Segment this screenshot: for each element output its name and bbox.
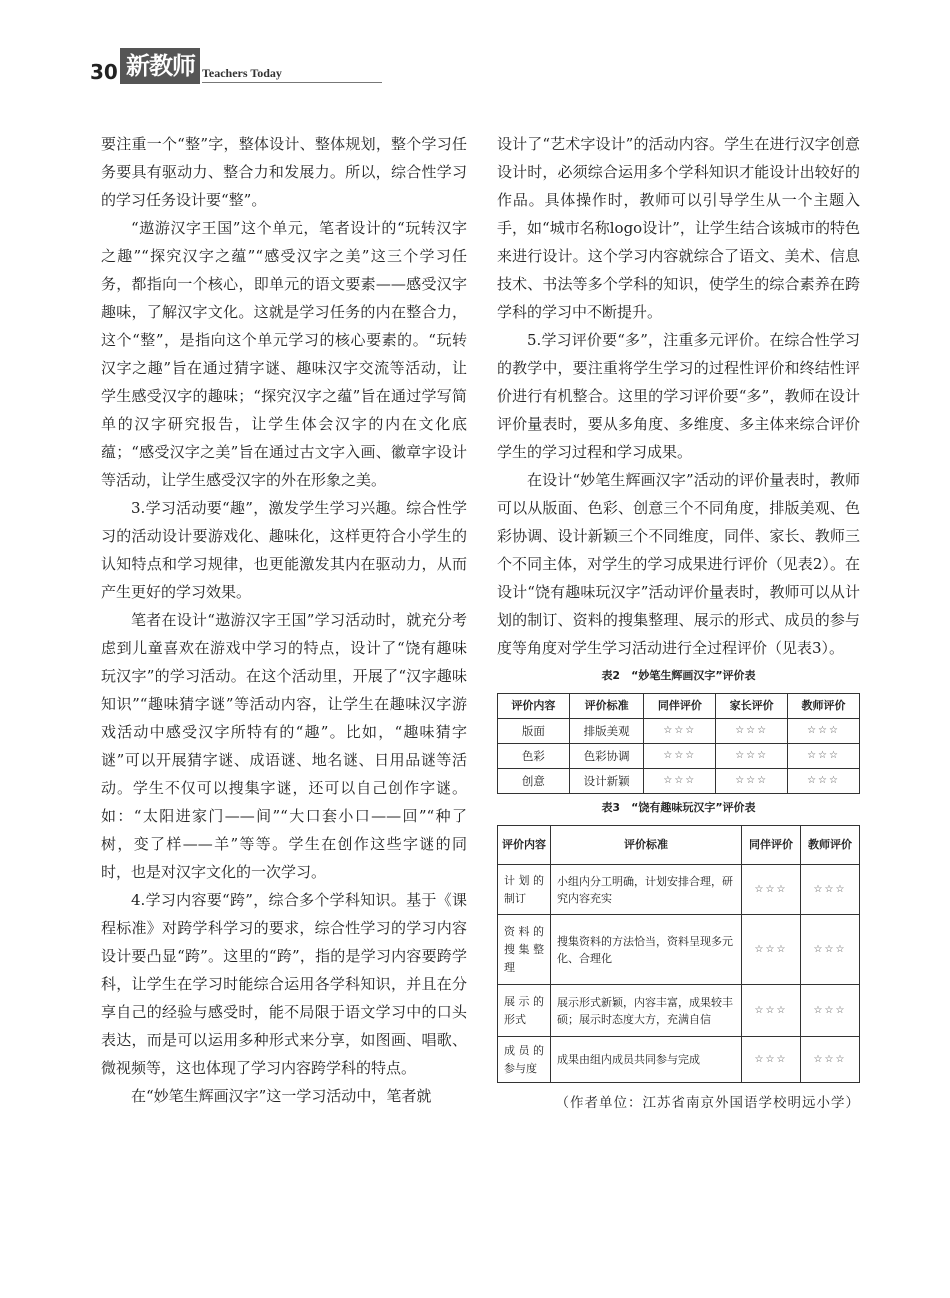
table-header-cell: 教师评价 xyxy=(788,694,860,719)
magazine-logo: 新教师 xyxy=(120,48,200,84)
header-rule xyxy=(202,82,382,83)
table-header-cell: 评价标准 xyxy=(569,694,644,719)
star-rating: ☆☆☆ xyxy=(801,1037,860,1083)
star-rating: ☆☆☆ xyxy=(788,744,860,769)
star-rating: ☆☆☆ xyxy=(644,769,716,794)
table-row xyxy=(498,915,860,985)
paragraph: 在设计“妙笔生辉画汉字”活动的评价量表时，教师可以从版面、色彩、创意三个不同角度，排版美观、色彩协调、设计新颖三个不同维度，同伴、家长、教师三个不同主体，对学生的学习成果进行评价（见表2）。在设计“饶有趣味玩汉字”活动评价量表时，教师可以从计划的制订、资料的搜集整理、展示的形式、成员的参与度等角度对学生学习活动进行全过程评价（见表3）。 xyxy=(497,471,860,657)
author-unit: （作者单位：江苏省南京外国语学校明远小学） xyxy=(555,1095,860,1111)
page-number: 30 xyxy=(90,60,118,84)
paragraph: “遨游汉字王国”这个单元，笔者设计的“玩转汉字之趣”“探究汉字之蕴”“感受汉字之美”这三个学习任务，都指向一个核心，即单元的语文要素——感受汉字趣味，了解汉字文化。这就是学习任务的内在整合力，这个“整”，是指向这个单元学习的核心要素的。“玩转汉字之趣”旨在通过猜字谜、趣味汉字交流等活动，让学生感受汉字的趣味；“探究汉字之蕴”旨在通过学写简单的汉字研究报告，让学生体会汉字的内在文化底蕴；“感受汉字之美”旨在通过古文字入画、徽章字设计等活动，让学生感受汉字的外在形象之美。 xyxy=(101,219,467,489)
page-header xyxy=(90,48,300,88)
table-cell: 展示形式新颖，内容丰富，成果较丰硕；展示时态度大方，充满自信 xyxy=(551,985,742,1037)
table-row xyxy=(498,769,860,794)
star-rating: ☆☆☆ xyxy=(716,769,788,794)
table-row xyxy=(498,865,860,915)
star-rating: ☆☆☆ xyxy=(801,865,860,915)
paragraph: 5.学习评价要“多”，注重多元评价。在综合性学习的教学中，要注重将学生学习的过程性评价和终结性评价进行有机整合。这里的学习评价要“多”，教师在设计评价量表时，要从多角度、多维度、多主体来综合评价学生的学习过程和学习成果。 xyxy=(497,331,860,461)
star-rating: ☆☆☆ xyxy=(742,915,801,985)
table-cell: 色彩协调 xyxy=(569,744,644,769)
table-row xyxy=(498,744,860,769)
table-header-cell: 同伴评价 xyxy=(644,694,716,719)
star-rating: ☆☆☆ xyxy=(716,719,788,744)
table-cell: 成果由组内成员共同参与完成 xyxy=(551,1037,742,1083)
paragraph: 笔者在设计“遨游汉字王国”学习活动时，就充分考虑到儿童喜欢在游戏中学习的特点，设计了“饶有趣味玩汉字”的学习活动。在这个活动里，开展了“汉字趣味知识”“趣味猜字谜”等活动内容，让学生在趣味汉字游戏活动中感受汉字所特有的“趣”。比如，“趣味猜字谜”可以开展猜字谜、成语谜、地名谜、日用品谜等活动。学生不仅可以搜集字谜，还可以自己创作字谜。如：“太阳进家门——间”“大口套小口——回”“种了树，变了样——羊”等等。学生在创作这些字谜的同时，也是对汉字文化的一次学习。 xyxy=(101,611,467,881)
paragraph: 在“妙笔生辉画汉字”这一学习活动中，笔者就 xyxy=(131,1087,432,1105)
table2 xyxy=(497,693,860,794)
table-row xyxy=(498,719,860,744)
table-header-cell: 评价内容 xyxy=(498,826,551,865)
star-rating: ☆☆☆ xyxy=(742,865,801,915)
table-cell: 展示的形式 xyxy=(498,985,551,1037)
table-header-cell: 评价标准 xyxy=(551,826,742,865)
table-cell: 排版美观 xyxy=(569,719,644,744)
table-row xyxy=(498,1037,860,1083)
table-cell: 资料的搜集整理 xyxy=(498,915,551,985)
table-header-cell: 同伴评价 xyxy=(742,826,801,865)
table-cell: 成员的参与度 xyxy=(498,1037,551,1083)
star-rating: ☆☆☆ xyxy=(644,719,716,744)
table-header-cell: 教师评价 xyxy=(801,826,860,865)
table-cell: 计划的制订 xyxy=(498,865,551,915)
table-row xyxy=(498,985,860,1037)
table-cell: 版面 xyxy=(498,719,570,744)
table-header-cell: 家长评价 xyxy=(716,694,788,719)
star-rating: ☆☆☆ xyxy=(742,1037,801,1083)
right-column xyxy=(497,130,860,1117)
star-rating: ☆☆☆ xyxy=(801,915,860,985)
paragraph: 设计了“艺术字设计”的活动内容。学生在进行汉字创意设计时，必须综合运用多个学科知识才能设计出较好的作品。具体操作时，教师可以引导学生从一个主题入手，如“城市名称logo设计”，让学生结合该城市的特色来进行设计。这个学习内容就综合了语文、美术、信息技术、书法等多个学科的知识，使学生的综合素养在跨学科的学习中不断提升。 xyxy=(497,135,860,321)
star-rating: ☆☆☆ xyxy=(742,985,801,1037)
table-cell: 小组内分工明确，计划安排合理，研究内容充实 xyxy=(551,865,742,915)
table3 xyxy=(497,825,860,1083)
star-rating: ☆☆☆ xyxy=(644,744,716,769)
paragraph: 4.学习内容要“跨”，综合多个学科知识。基于《课程标准》对跨学科学习的要求，综合性学习的学习内容设计要凸显“跨”。这里的“跨”，指的是学习内容要跨学科，让学生在学习时能综合运用各学科知识，并且在分享自己的经验与感受时，能不局限于语文学习中的口头表达，而是可以运用多种形式来分享，如图画、唱歌、微视频等，这也体现了学习内容跨学科的特点。 xyxy=(101,891,467,1077)
table-header-cell: 评价内容 xyxy=(498,694,570,719)
table-cell: 搜集资料的方法恰当，资料呈现多元化、合理化 xyxy=(551,915,742,985)
magazine-english-title: Teachers Today xyxy=(202,66,282,80)
paragraph: 3.学习活动要“趣”，激发学生学习兴趣。综合性学习的活动设计要游戏化、趣味化，这样更符合小学生的认知特点和学习规律，也更能激发其内在驱动力，从而产生更好的学习效果。 xyxy=(101,499,467,601)
paragraph: 要注重一个“整”字，整体设计、整体规划，整个学习任务要具有驱动力、整合力和发展力。所以，综合性学习的学习任务设计要“整”。 xyxy=(101,135,467,209)
table-cell: 设计新颖 xyxy=(569,769,644,794)
table-cell: 色彩 xyxy=(498,744,570,769)
table-cell: 创意 xyxy=(498,769,570,794)
table-header-row xyxy=(498,826,860,865)
table3-caption: 表3 “饶有趣味玩汉字”评价表 xyxy=(601,801,756,814)
table2-caption: 表2 “妙笔生辉画汉字”评价表 xyxy=(601,669,756,682)
star-rating: ☆☆☆ xyxy=(801,985,860,1037)
left-column xyxy=(101,130,467,1110)
table-header-row xyxy=(498,694,860,719)
star-rating: ☆☆☆ xyxy=(788,719,860,744)
star-rating: ☆☆☆ xyxy=(788,769,860,794)
star-rating: ☆☆☆ xyxy=(716,744,788,769)
